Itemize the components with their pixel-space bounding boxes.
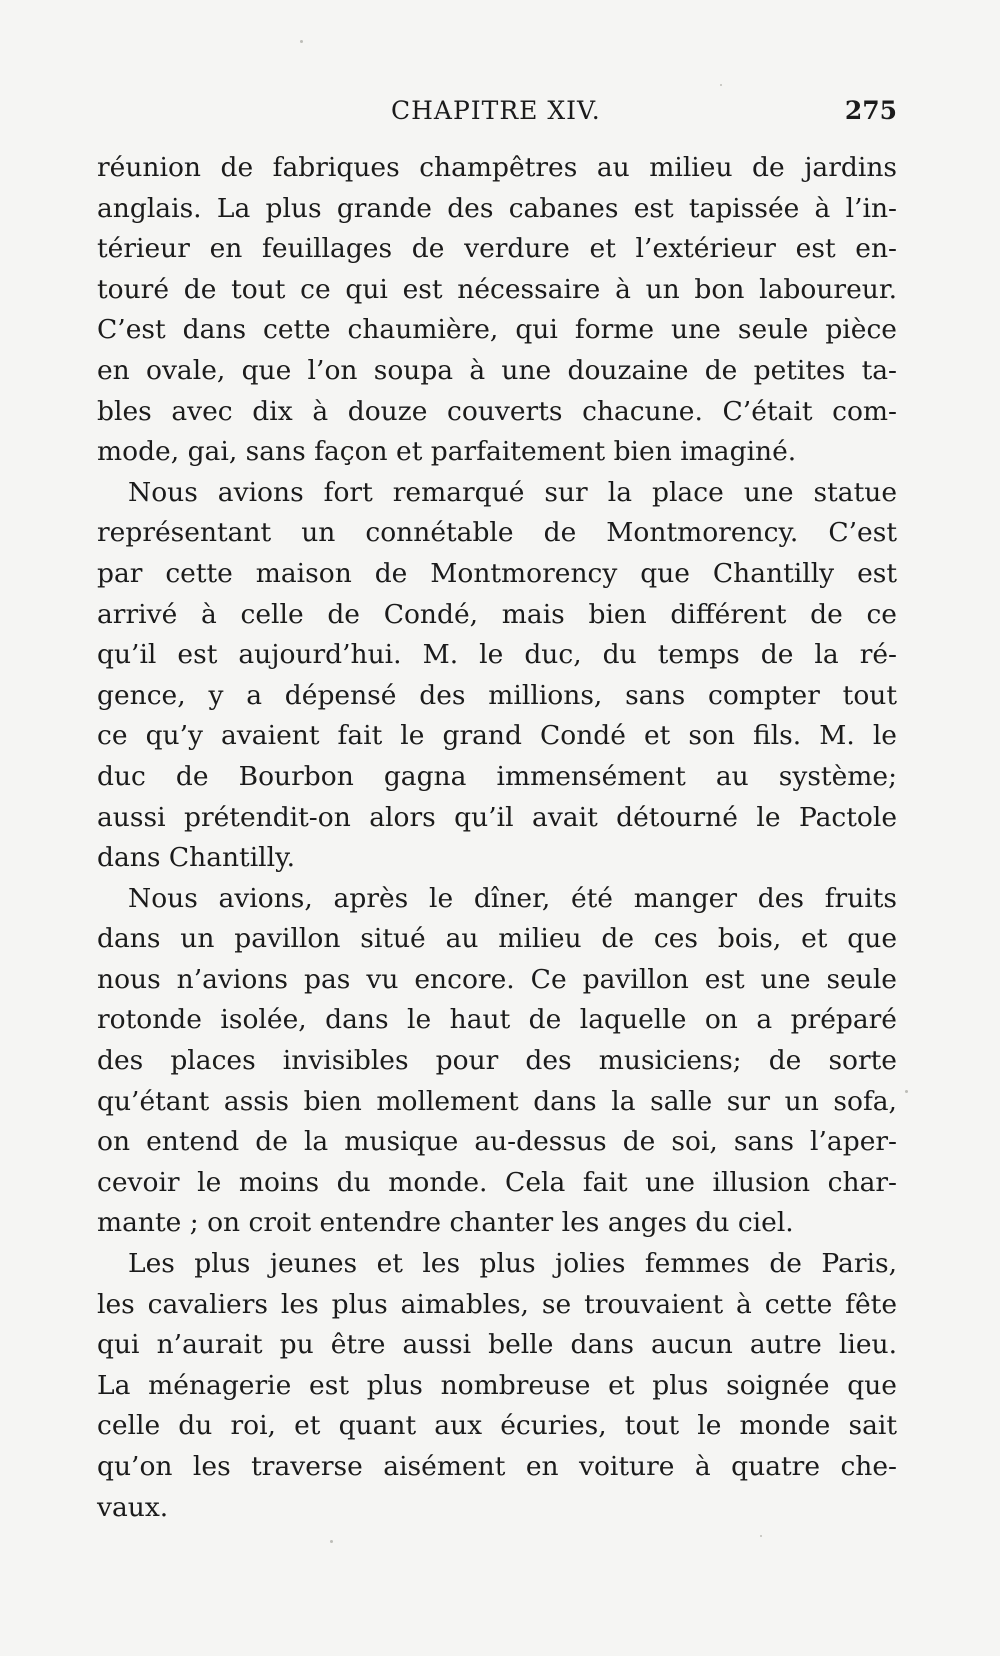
text-line: gence, y a dépensé des millions, sans compter tout xyxy=(97,679,897,711)
text-line: anglais. La plus grande des cabanes est tapissée à l’in- xyxy=(97,192,897,224)
text-line: mante ; on croit entendre chanter les anges du ciel. xyxy=(97,1207,794,1239)
text-line: celle du roi, et quant aux écuries, tout le monde sait xyxy=(97,1410,897,1442)
text-line: qu’il est aujourd’hui. M. le duc, du temps de la ré- xyxy=(97,639,897,671)
text-line: dans Chantilly. xyxy=(97,842,296,874)
text-line: réunion de fabriques champêtres au milieu de jardins xyxy=(97,152,897,183)
chapter-title: CHAPITRE XIV. xyxy=(391,96,601,125)
text-line: dans un pavillon situé au milieu de ces bois, et que xyxy=(97,923,897,955)
text-line: rotonde isolée, dans le haut de laquelle on a préparé xyxy=(97,1004,897,1036)
text-line: des places invisibles pour des musiciens; de sorte xyxy=(97,1045,897,1077)
text-line: nous n’avions pas vu encore. Ce pavillon est une seule xyxy=(97,963,897,995)
text-line: bles avec dix à douze couverts chacune. C’était com- xyxy=(97,395,897,427)
text-line: aussi prétendit-on alors qu’il avait détourné le Pactole xyxy=(97,801,897,833)
text-line: arrivé à celle de Condé, mais bien différent de ce xyxy=(97,598,897,630)
text-line: C’est dans cette chaumière, qui forme une seule pièce xyxy=(97,314,897,346)
text-line: duc de Bourbon gagna immensément au système; xyxy=(97,760,897,792)
text-line: représentant un connétable de Montmorency. C’est xyxy=(97,517,897,549)
paragraph-start-line: Les plus jeunes et les plus jolies femmes de Paris, xyxy=(128,1248,897,1280)
text-line: La ménagerie est plus nombreuse et plus soignée que xyxy=(97,1369,897,1401)
text-line: ce qu’y avaient fait le grand Condé et son fils. M. le xyxy=(97,720,897,752)
text-line: par cette maison de Montmorency que Chantilly est xyxy=(97,557,897,589)
text-line: les cavaliers les plus aimables, se trouvaient à cette fête xyxy=(97,1288,897,1320)
paper-speck xyxy=(330,1540,333,1543)
paper-speck xyxy=(905,1090,908,1093)
text-line: qu’on les traverse aisément en voiture à quatre che- xyxy=(97,1451,897,1482)
paper-speck xyxy=(720,84,722,86)
text-line: vaux. xyxy=(97,1491,169,1523)
text-line: mode, gai, sans façon et parfaitement bien imaginé. xyxy=(97,436,797,468)
text-line: qui n’aurait pu être aussi belle dans aucun autre lieu. xyxy=(97,1329,897,1361)
text-line: touré de tout ce qui est nécessaire à un bon laboureur. xyxy=(97,273,897,305)
text-line: térieur en feuillages de verdure et l’extérieur est en- xyxy=(97,233,897,265)
paper-speck xyxy=(760,1535,762,1537)
text-line: qu’étant assis bien mollement dans la salle sur un sofa, xyxy=(97,1085,897,1117)
paragraph-start-line: Nous avions fort remarqué sur la place une statue xyxy=(128,476,897,508)
paragraph-start-line: Nous avions, après le dîner, été manger des fruits xyxy=(128,882,897,914)
text-line: en ovale, que l’on soupa à une douzaine de petites ta- xyxy=(97,354,897,386)
page-number: 275 xyxy=(844,96,897,125)
running-head xyxy=(97,96,897,130)
text-line: on entend de la musique au-dessus de soi, sans l’aper- xyxy=(97,1126,897,1158)
body-text xyxy=(97,148,897,1528)
paper-speck xyxy=(300,40,303,43)
text-line: cevoir le moins du monde. Cela fait une illusion char- xyxy=(97,1166,897,1198)
